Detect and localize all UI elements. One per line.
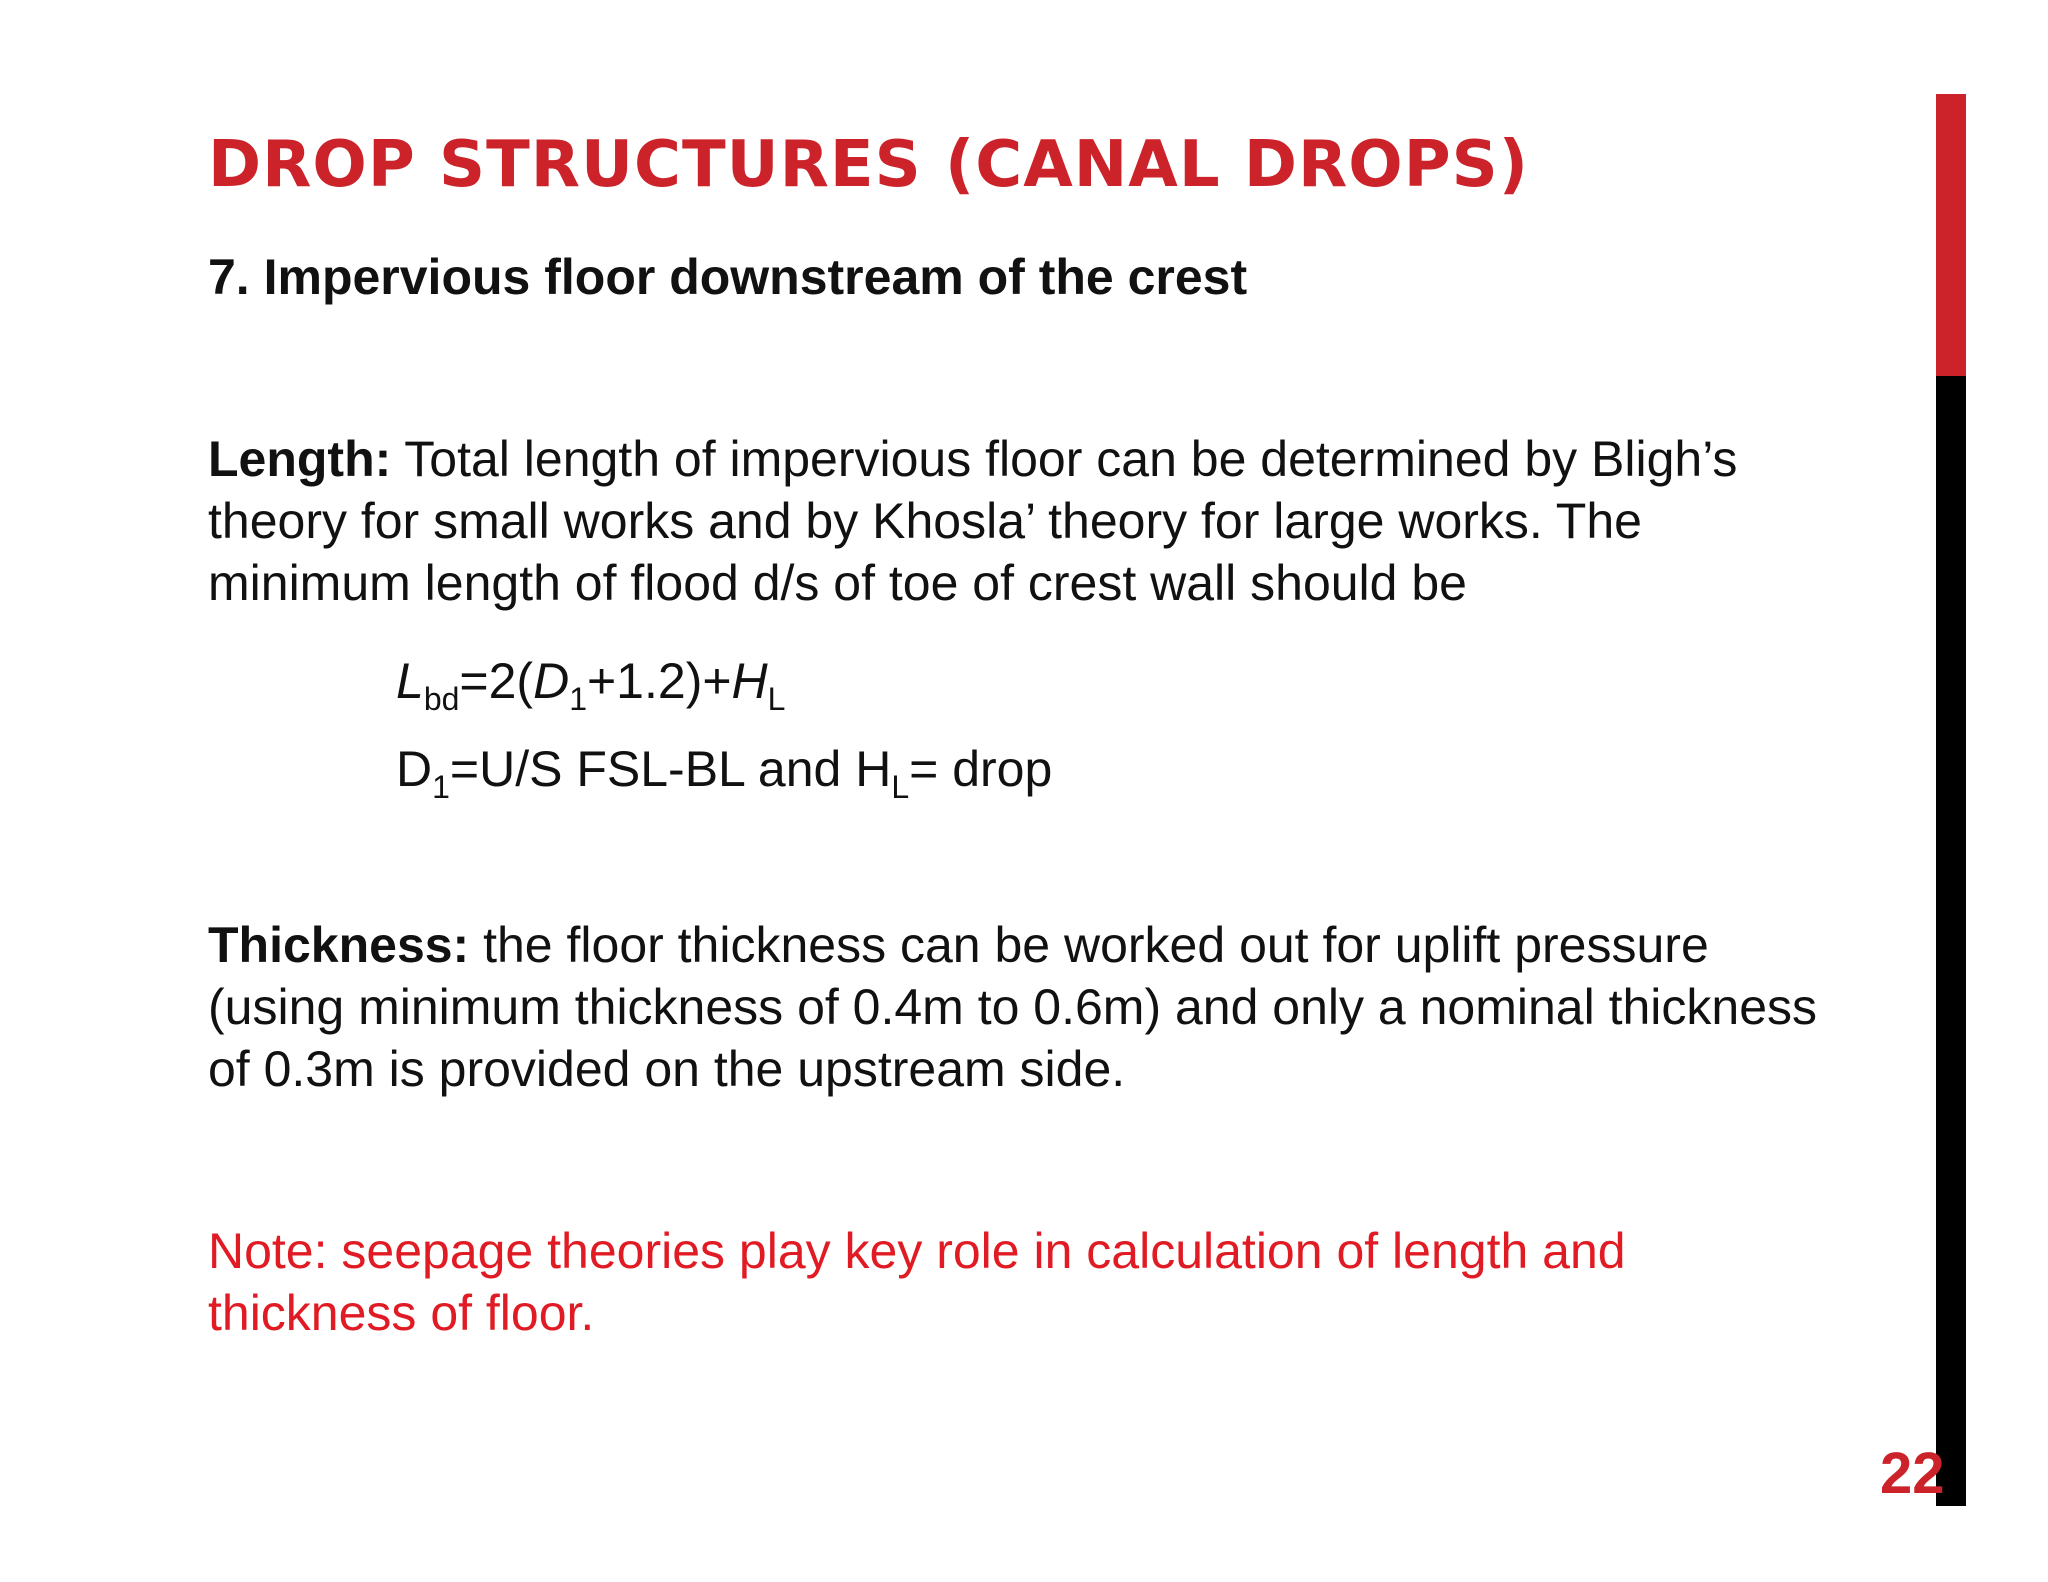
accent-bar-red — [1936, 94, 1966, 376]
def-end: = drop — [909, 741, 1053, 797]
formula-H-subscript: L — [767, 681, 786, 717]
thickness-text: the floor thickness can be worked out for uplift pressure (using minimum thickness of 0.4m to 0.6m) and only a nominal thickness of 0.3m is provided on the upstream side. — [208, 917, 1818, 1097]
formula-H: H — [731, 653, 768, 709]
length-label: Length: — [208, 431, 392, 487]
formula-L-subscript: bd — [423, 681, 460, 717]
formula-D-subscript: 1 — [569, 681, 587, 717]
slide-title: DROP STRUCTURES (CANAL DROPS) — [208, 128, 1529, 202]
variable-definitions — [396, 740, 1053, 805]
def-middle: =U/S FSL-BL and H — [449, 741, 892, 797]
accent-bar-black — [1936, 376, 1966, 1506]
def-D-subscript: 1 — [432, 769, 450, 805]
length-formula — [396, 652, 786, 717]
formula-L: L — [396, 653, 424, 709]
thickness-paragraph — [208, 914, 1828, 1100]
def-H-subscript: L — [891, 769, 910, 805]
def-D: D — [396, 741, 433, 797]
length-text: Total length of impervious floor can be determined by Bligh’s theory for small works and by Khosla’ theory for large works. The minimum length of flood d/s of toe of crest wall should be — [208, 431, 1738, 611]
length-paragraph — [208, 428, 1828, 614]
thickness-label: Thickness: — [208, 917, 470, 973]
section-heading: 7. Impervious floor downstream of the crest — [208, 249, 1248, 305]
note-paragraph: Note: seepage theories play key role in calculation of length and thickness of floor. — [208, 1223, 1626, 1341]
formula-D: D — [533, 653, 570, 709]
page-number: 22 — [1880, 1441, 1945, 1506]
formula-plus: +1.2)+ — [586, 653, 732, 709]
formula-equals: =2( — [459, 653, 534, 709]
